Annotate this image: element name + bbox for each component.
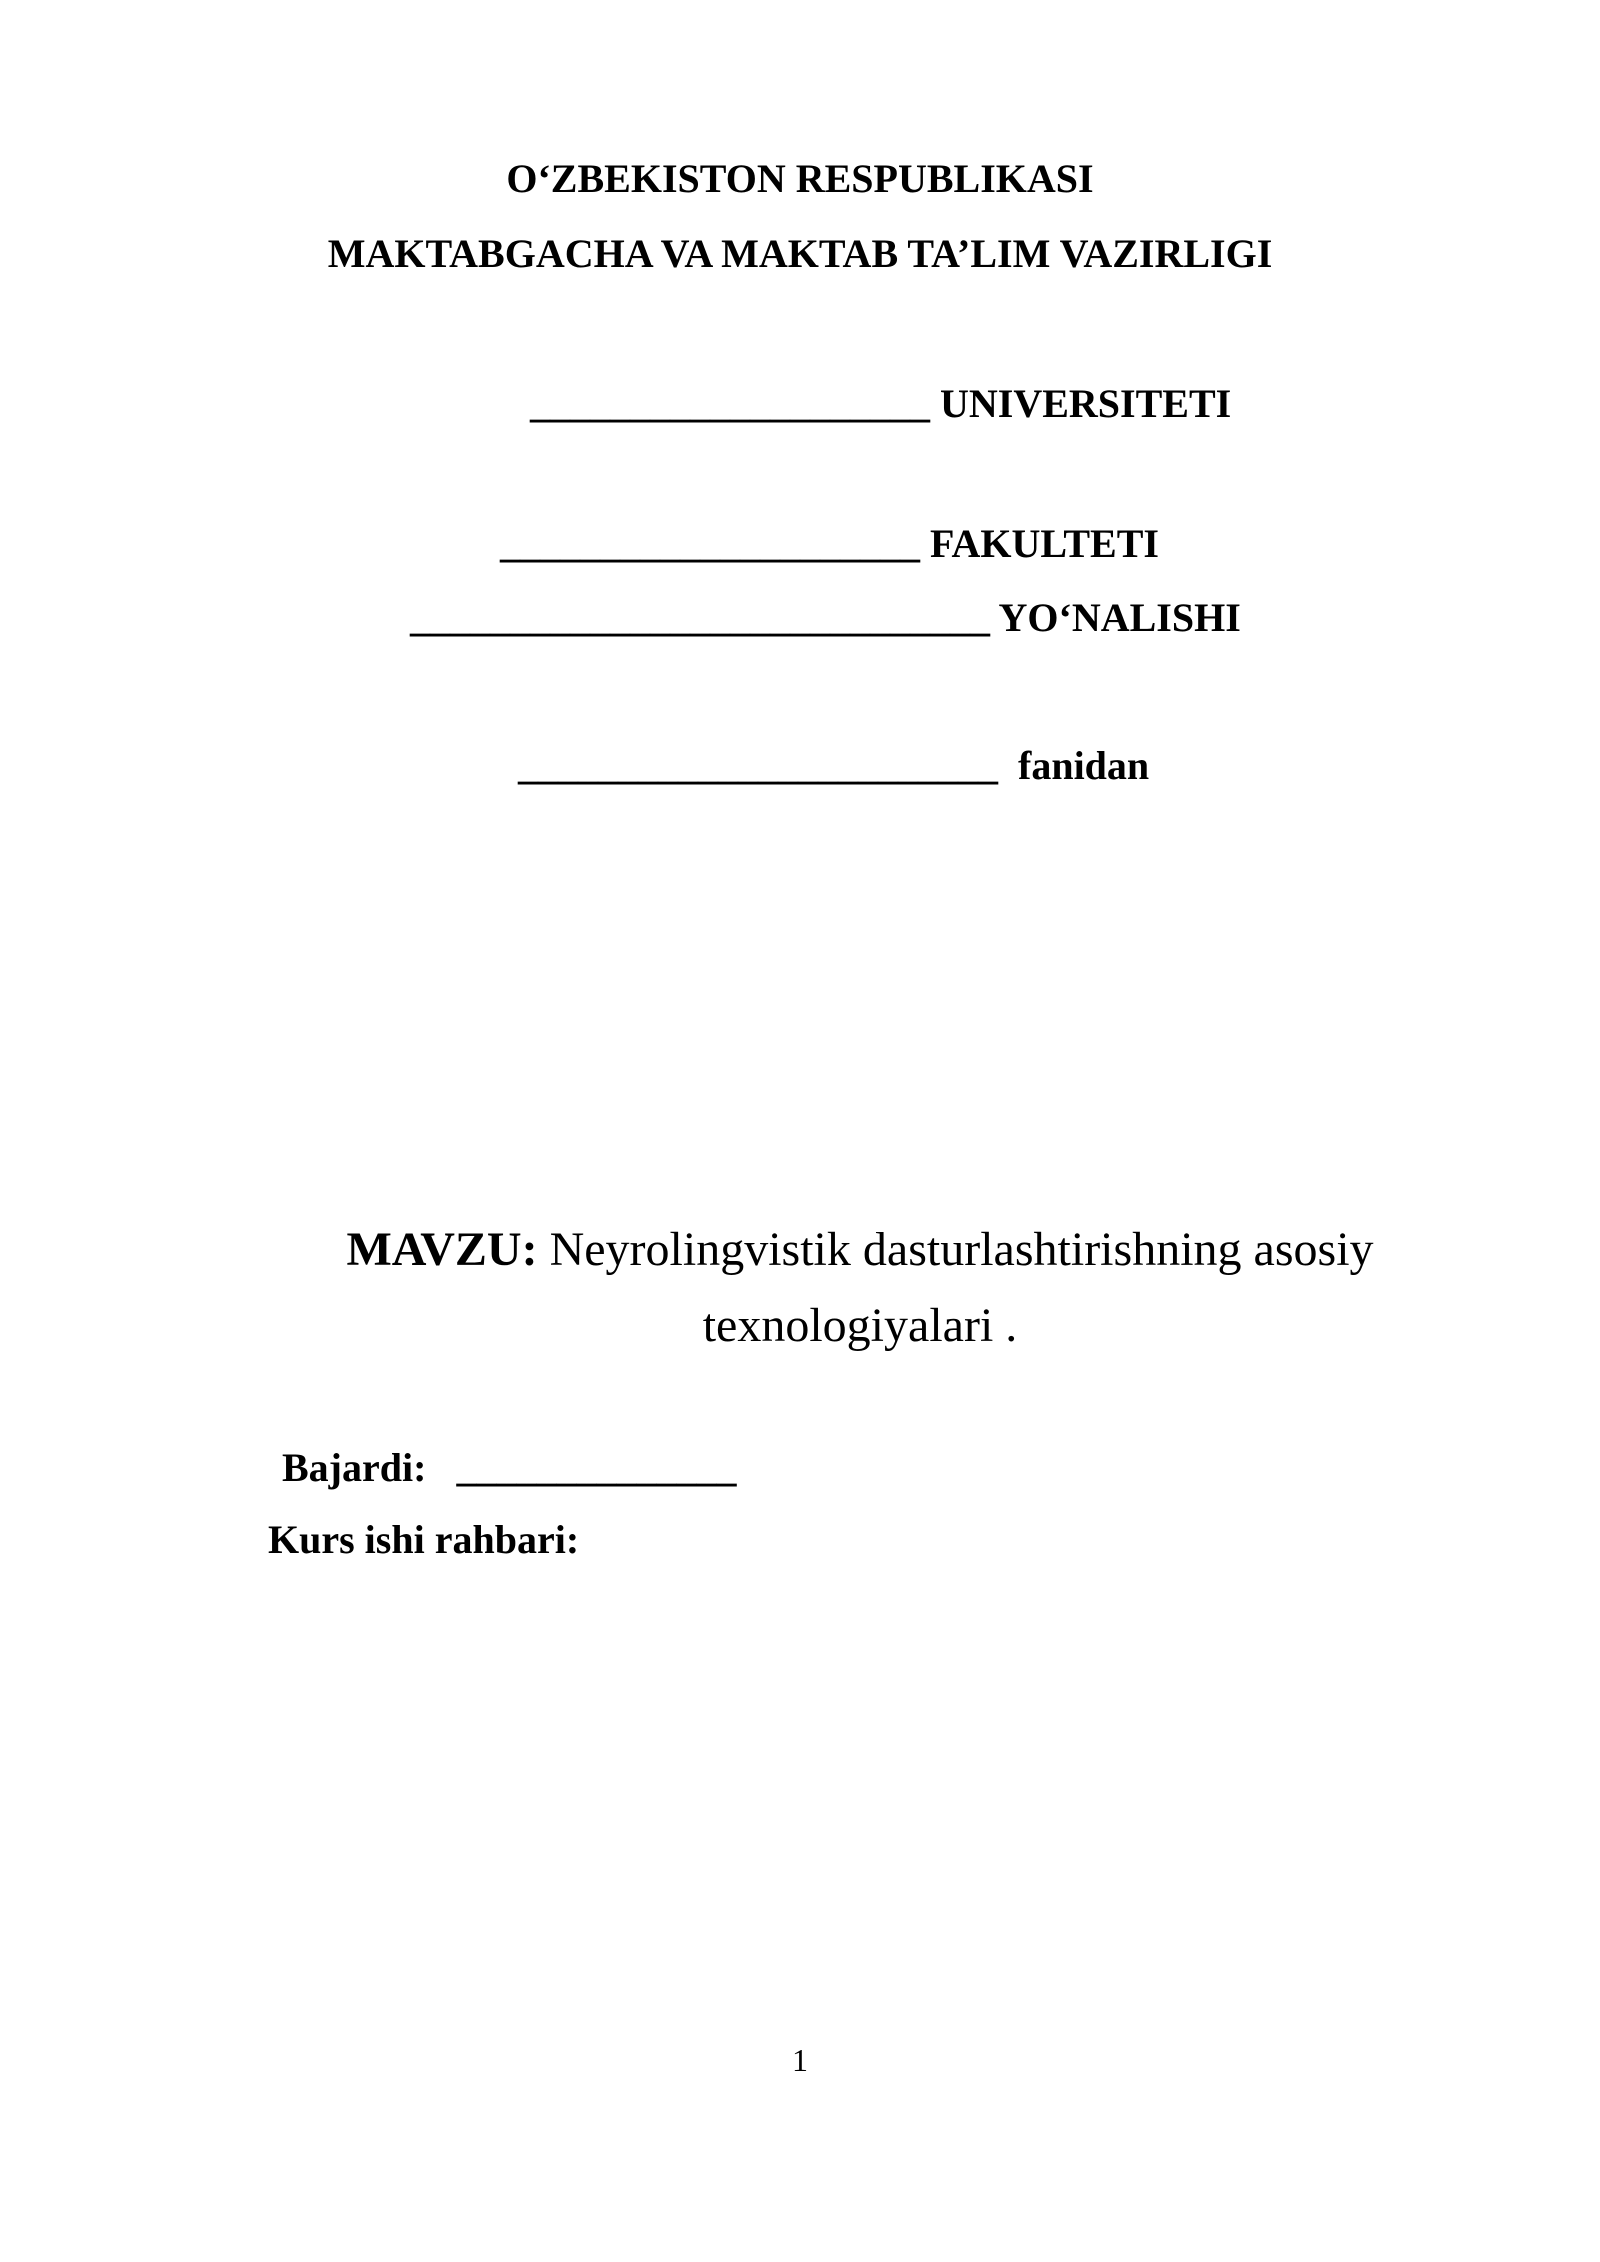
topic-label: MAVZU:	[346, 1223, 538, 1276]
subject-line	[518, 742, 1149, 790]
subject-label: fanidan	[1018, 743, 1150, 788]
direction-label: YO‘NALISHI	[998, 595, 1241, 640]
topic-title-part-2: texnologiyalari .	[702, 1299, 1018, 1352]
faculty-label: FAKULTETI	[930, 521, 1159, 566]
faculty-line	[500, 520, 1159, 568]
direction-line	[410, 594, 1241, 642]
direction-blank: _____________________________	[410, 595, 990, 640]
topic-line-1	[260, 1212, 1460, 1288]
page-number: 1	[792, 2042, 808, 2078]
topic-title-part-1: Neyrolingvistik dasturlashtirishning asosiy	[549, 1223, 1374, 1276]
university-blank: ____________________	[530, 381, 930, 426]
ministry-heading: MAKTABGACHA VA MAKTAB TA’LIM VAZIRLIGI	[327, 231, 1273, 276]
country-heading: O‘ZBEKISTON RESPUBLIKASI	[506, 156, 1094, 201]
subject-blank: ________________________	[518, 743, 998, 788]
topic-block	[260, 1212, 1460, 1364]
supervisor-label: Kurs ishi rahbari:	[268, 1517, 580, 1562]
author-label: Bajardi:	[282, 1445, 427, 1490]
author-blank: ______________	[456, 1445, 737, 1490]
university-line	[530, 380, 1231, 428]
faculty-blank: _____________________	[500, 521, 920, 566]
university-label: UNIVERSITETI	[940, 381, 1232, 426]
author-line	[282, 1444, 736, 1492]
